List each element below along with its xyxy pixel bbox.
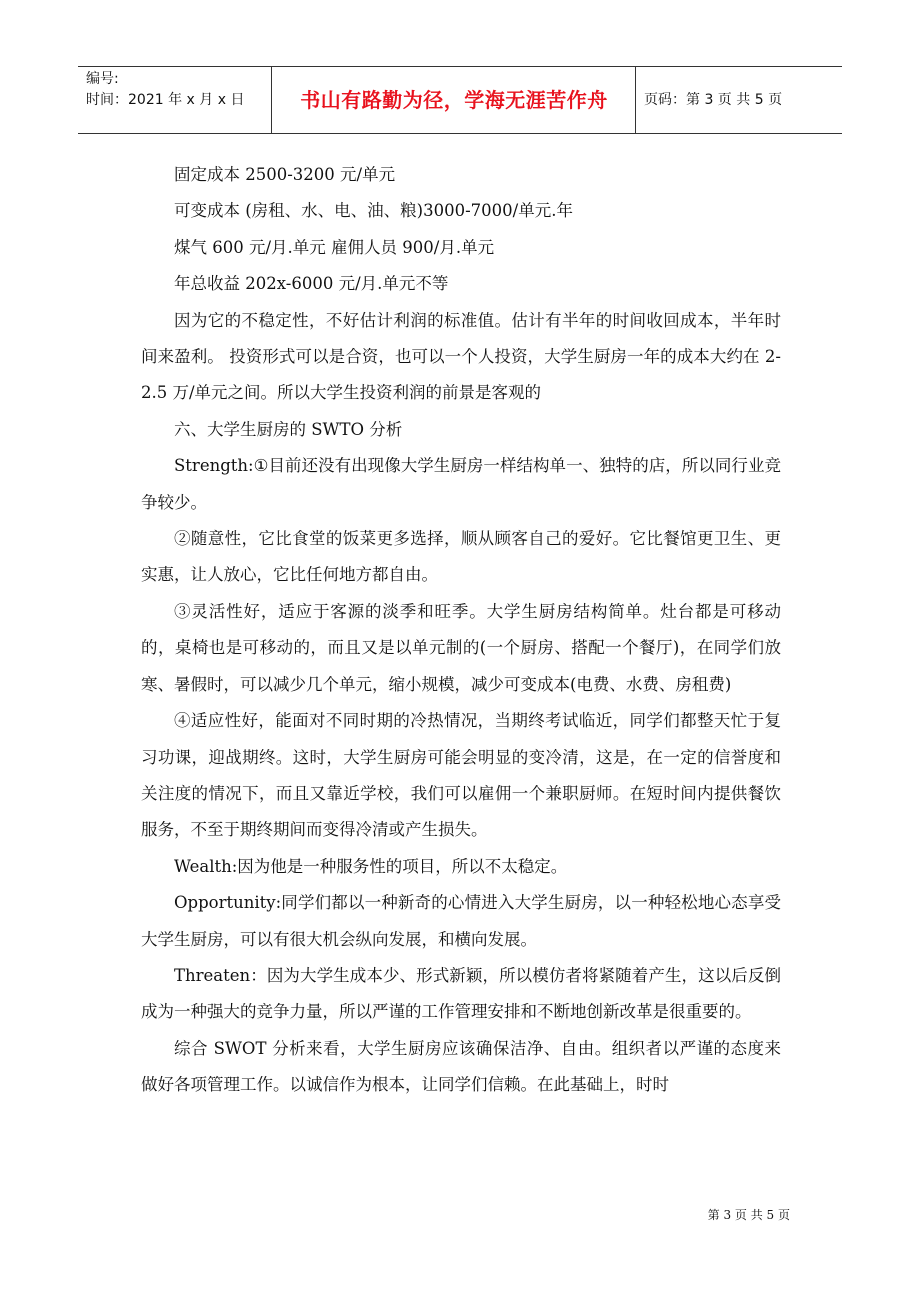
header-motto: 书山有路勤为径，学海无涯苦作舟 xyxy=(300,88,608,112)
document-body xyxy=(141,157,781,1104)
document-date: 时间：2021 年 x 月 x 日 xyxy=(86,92,245,108)
paragraph-strength-4: ④适应性好，能面对不同时期的冷热情况，当期终考试临近，同学们都整天忙于复习功课，迎战期终。这时，大学生厨房可能会明显的变冷清，这是，在一定的信誉度和关注度的情况下，而且又靠近学校，我们可以雇佣一个兼职厨师。在短时间内提供餐饮服务，不至于期终期间而变得冷清或产生损失。 xyxy=(141,711,781,840)
paragraph-strength-3: ③灵活性好，适应于客源的淡季和旺季。大学生厨房结构简单。灶台都是可移动的，桌椅也是可移动的，而且又是以单元制的(一个厨房、搭配一个餐厅)，在同学们放寒、暑假时，可以减少几个单元，缩小规模，减少可变成本(电费、水费、房租费) xyxy=(141,601,781,694)
page-header xyxy=(78,66,842,134)
paragraph-strength-2: ②随意性，它比食堂的饭菜更多选择，顺从顾客自己的爱好。它比餐馆更卫生、更实惠，让人放心，它比任何地方都自由。 xyxy=(141,529,781,585)
paragraph-summary: 综合 SWOT 分析来看，大学生厨房应该确保洁净、自由。组织者以严谨的态度来做好各项管理工作。以诚信作为根本，让同学们信赖。在此基础上，时时 xyxy=(141,1038,781,1095)
header-divider-left xyxy=(271,67,272,134)
header-divider-right xyxy=(635,67,636,134)
paragraph-profit-estimate: 因为它的不稳定性，不好估计利润的标准值。估计有半年的时间收回成本，半年时间来盈利。 投资形式可以是合资，也可以一个人投资，大学生厨房一年的成本大约在 2-2.5 万/单元之间。所以大学生投资利润的前景是客观的 xyxy=(141,310,781,403)
paragraph-strength-1: Strength:①目前还没有出现像大学生厨房一样结构单一、独特的店，所以同行业竞争较少。 xyxy=(141,456,781,512)
paragraph-annual-revenue: 年总收益 202x-6000 元/月.单元不等 xyxy=(174,274,449,294)
document-code-label: 编号: xyxy=(86,71,119,87)
paragraph-variable-cost: 可变成本 (房租、水、电、油、粮)3000-7000/单元.年 xyxy=(174,201,573,221)
header-page-info: 页码：第 3 页 共 5 页 xyxy=(644,92,783,108)
section-heading-swot: 六、大学生厨房的 SWTO 分析 xyxy=(174,419,403,439)
paragraph-gas-staff: 煤气 600 元/月.单元 雇佣人员 900/月.单元 xyxy=(174,237,495,257)
paragraph-wealth: Wealth:因为他是一种服务性的项目，所以不太稳定。 xyxy=(174,856,568,876)
paragraph-opportunity: Opportunity:同学们都以一种新奇的心情进入大学生厨房，以一种轻松地心态享受大学生厨房，可以有很大机会纵向发展，和横向发展。 xyxy=(141,893,781,949)
page-footer-number: 第 3 页 共 5 页 xyxy=(707,1208,790,1222)
paragraph-threaten: Threaten：因为大学生成本少、形式新颖，所以模仿者将紧随着产生，这以后反倒成为一种强大的竞争力量，所以严谨的工作管理安排和不断地创新改革是很重要的。 xyxy=(141,965,781,1022)
paragraph-fixed-cost: 固定成本 2500-3200 元/单元 xyxy=(174,165,396,184)
header-meta xyxy=(86,69,276,111)
